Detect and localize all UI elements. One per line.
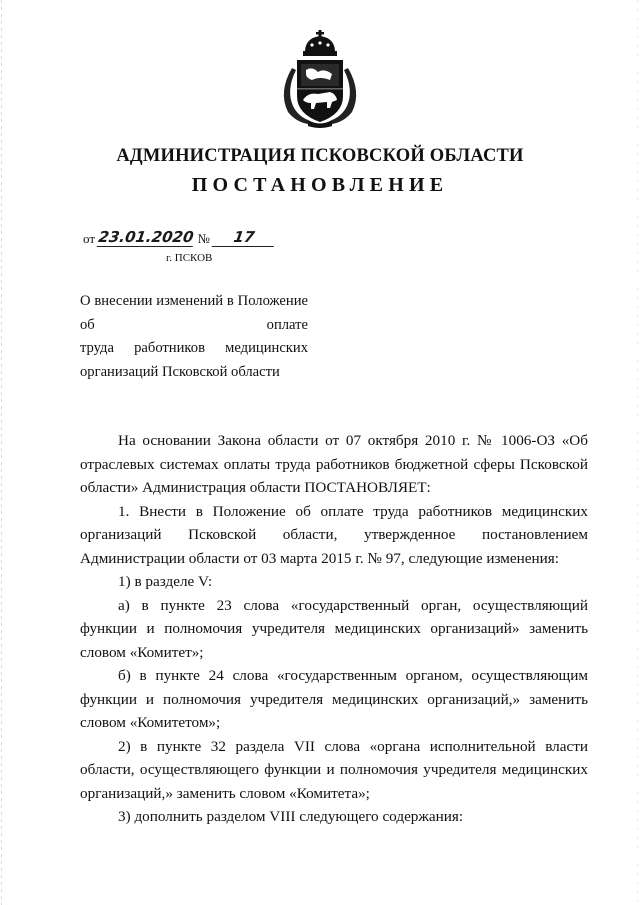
date-label: от [83, 231, 96, 246]
document-type-title: ПОСТАНОВЛЕНИЕ [191, 174, 449, 196]
paragraph: 1) в разделе V: [118, 573, 213, 590]
city-label: г. ПСКОВ [166, 252, 213, 264]
date-number-line [83, 228, 275, 250]
paragraph: 3) дополнить разделом VIII следующего содержания: [118, 808, 464, 825]
paragraph: б) в пункте 24 слова «государственным органом, осуществляющим функции и полномочия учредителя медицинских организаций,» заменить словом «Комитетом»; [80, 667, 588, 731]
organization-title: АДМИНИСТРАЦИЯ ПСКОВСКОЙ ОБЛАСТИ [116, 146, 524, 166]
paragraph: а) в пункте 23 слова «государственный орган, осуществляющий функции и полномочия учредителя медицинских организаций» заменить словом «Комитет»; [80, 596, 588, 661]
subject-line: труда работников медицинских [80, 340, 308, 356]
scan-edge-left [1, 0, 2, 905]
document-subject [80, 290, 308, 384]
document-body [80, 429, 588, 829]
subject-line: организаций Псковской области [80, 363, 280, 380]
scan-edge-right [637, 0, 638, 905]
handwritten-date: 23.01.2020 [97, 228, 196, 246]
coat-of-arms-icon [272, 30, 368, 130]
paragraph: На основании Закона области от 07 октября 2010 г. № 1006-ОЗ «Об отраслевых системах оплаты труда работников бюджетной сферы Псковской области» Администрация области ПОСТАНОВЛЯЕТ: [80, 432, 588, 496]
handwritten-number: 17 [212, 228, 277, 247]
subject-line: О внесении изменений в Положение об оплате [80, 293, 308, 333]
number-label: № [197, 231, 210, 246]
paragraph: 2) в пункте 32 раздела VII слова «органа исполнительной власти области, осуществляющего функции и полномочия учредителя медицинских организаций,» заменить словом «Комитета»; [80, 737, 588, 802]
paragraph: 1. Внести в Положение об оплате труда работников медицинских организаций Псковской области, утвержденное постановлением Администрации области от 03 марта 2015 г. № 97, следующие изменения: [80, 502, 588, 567]
